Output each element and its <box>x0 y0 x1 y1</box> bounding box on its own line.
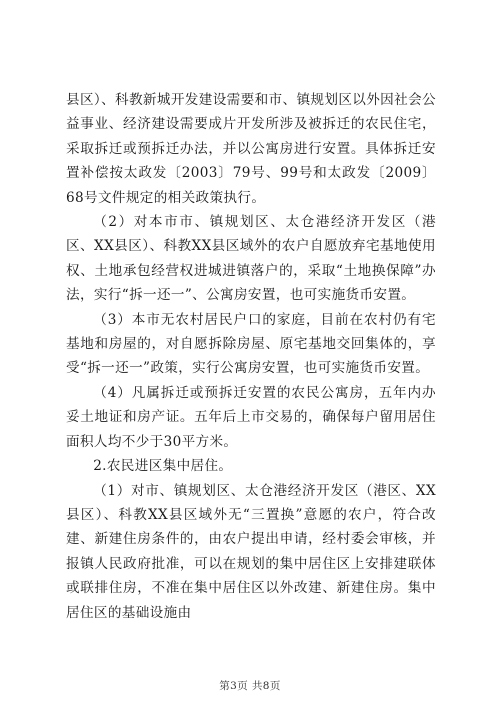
document-body <box>66 88 436 625</box>
paragraph-2: （2）对本市市、镇规划区、太仓港经济开发区（港区、XX县区）、科教XX县区域外的农户自愿放弃宅基地使用权、土地承包经营权进城进镇落户的，采取“土地换保障”办法，实行“拆一还一”、公寓房安置，也可实施货币安置。 <box>66 214 436 304</box>
paragraph-5: （1）对市、镇规划区、太仓港经济开发区（港区、XX县区）、科教XX县区域外无“三置换”意愿的农户，符合改建、新建住房条件的，由农户提出申请，经村委会审核，并报镇人民政府批准，可以在规划的集中居住区上安排建联体或联排住房，不准在集中居住区以外改建、新建住房。集中居住区的基础设施由 <box>66 482 436 621</box>
paragraph-4: （4）凡属拆迁或预拆迁安置的农民公寓房，五年内办妥土地证和房产证。五年后上市交易的，确保每户留用居住面积人均不少于30平方米。 <box>66 384 436 450</box>
paragraph-1: 县区）、科教新城开发建设需要和市、镇规划区以外因社会公益事业、经济建设需要成片开发所涉及被拆迁的农民住宅，采取拆迁或预拆迁办法，并以公寓房进行安置。具体拆迁安置补偿按太政发〔2003〕79号、99号和太政发〔2009〕68号文件规定的相关政策执行。 <box>66 92 436 206</box>
paragraph-3: （3）本市无农村居民户口的家庭，目前在农村仍有宅基地和房屋的，对自愿拆除房屋、原宅基地交回集体的，享受“拆一还一”政策，实行公寓房安置，也可实施货币安置。 <box>66 311 436 377</box>
section-heading: 2.农民进区集中居住。 <box>93 458 233 475</box>
page-number-footer: 第3页 共8页 <box>219 680 281 692</box>
